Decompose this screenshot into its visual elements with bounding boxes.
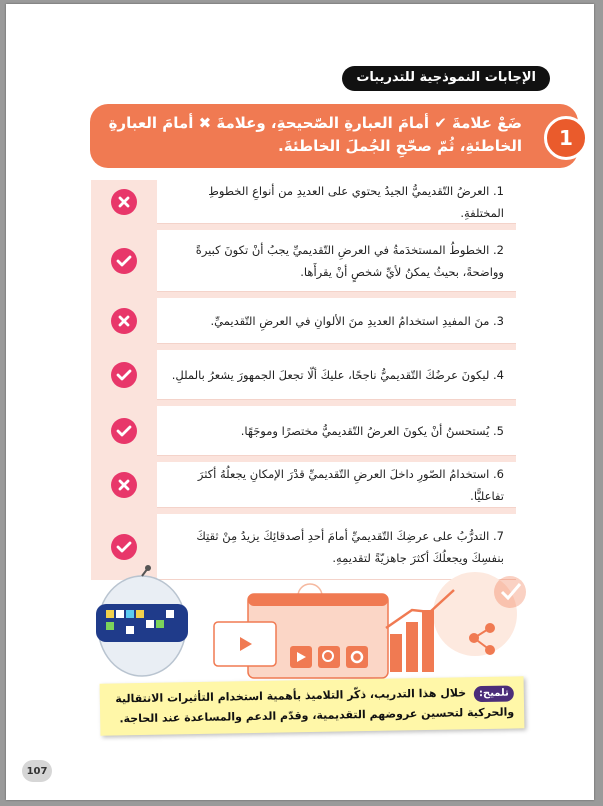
statement-cell [157,462,516,508]
check-icon [111,362,137,388]
mark-cell [91,406,157,456]
cross-icon [111,472,137,498]
answer-row [91,344,516,400]
page-number: 107 [22,760,52,782]
tip-tag: تلميح: [474,685,514,702]
worksheet-page [6,4,594,800]
section-title: الإجابات النموذجية للتدريبات [342,66,550,91]
question-text: ضَعْ علامةَ ✔ أمامَ العبارةِ الصّحيحةِ، وعلامةَ ✖ أمامَ العبارةِ الخاطئةِ، ثُمّ صحّحِ الجُملَ الخاطئةَ. [108,114,522,155]
answer-row [91,292,516,344]
statement-cell [157,406,516,456]
teacher-tip-note [100,676,525,735]
check-icon [111,418,137,444]
question-banner [90,104,578,168]
statement-cell [157,298,516,344]
statement-text: 6. استخدامُ الصّورِ داخلَ العرضِ التّقديميِّ قدْرَ الإمكانِ يجعلُهُ أكثرَ تفاعليًّا. [197,466,504,503]
cross-icon [111,308,137,334]
question-number: 1 [544,116,588,160]
statement-cell [157,180,516,224]
check-badge-icon [494,576,526,608]
answer-row [91,456,516,508]
browser-window-icon [214,594,388,678]
answer-row [91,180,516,224]
statement-text: 7. التدرُّبُ على عرضِكَ التّقديميِّ أمامَ أحدِ أصدقائِكَ يزيدُ مِنْ ثقتِكَ بنفسِكَ ويجعلُكَ أكثرَ جاهزيّةً لتقديمِهِ. [196,528,504,565]
answer-row [91,400,516,456]
mark-cell [91,180,157,224]
robot-icon [96,565,188,676]
check-icon [111,248,137,274]
tip-text: خلال هذا التدريب، ذكّر التلاميذ بأهمية استخدام التأثيرات الانتقالية والحركية لتحسين عروضهم التقديمية، وقدّم الدعم والمساعدة عند الحاجة. [115,686,515,726]
statement-cell [157,230,516,292]
statement-text: 1. العرضُ التّقديميُّ الجيدُ يحتوي على العديدِ من أنواعِ الخطوطِ المختلفةِ. [208,183,504,220]
mark-cell [91,230,157,292]
statement-text: 2. الخطوطُ المستخدَمةُ في العرضِ التّقديميِّ يجبُ أنْ تكونَ كبيرةً وواضحةً، بحيثُ يمكنُ لأيِّ شخصٍ أنْ يقرأَها. [195,242,504,279]
statement-text: 5. يُستحسنُ أنْ يكونَ العرضُ التّقديميُّ مختصرًا وموجَهًا. [240,423,504,438]
illustration [90,564,560,684]
check-icon [111,534,137,560]
cross-icon [111,189,137,215]
answers-table [91,180,516,580]
mark-cell [91,462,157,508]
statement-text: 3. منَ المفيدِ استخدامُ العديدِ منَ الألوانِ في العرضِ التّقديميِّ. [210,313,504,328]
answer-row [91,224,516,292]
mark-cell [91,298,157,344]
statement-cell [157,350,516,400]
mark-cell [91,350,157,400]
statement-text: 4. ليكونَ عرضُكَ التّقديميُّ ناجحًا، عليكَ ألّا تجعلَ الجمهورَ يشعرُ بالمللِ. [171,367,504,382]
